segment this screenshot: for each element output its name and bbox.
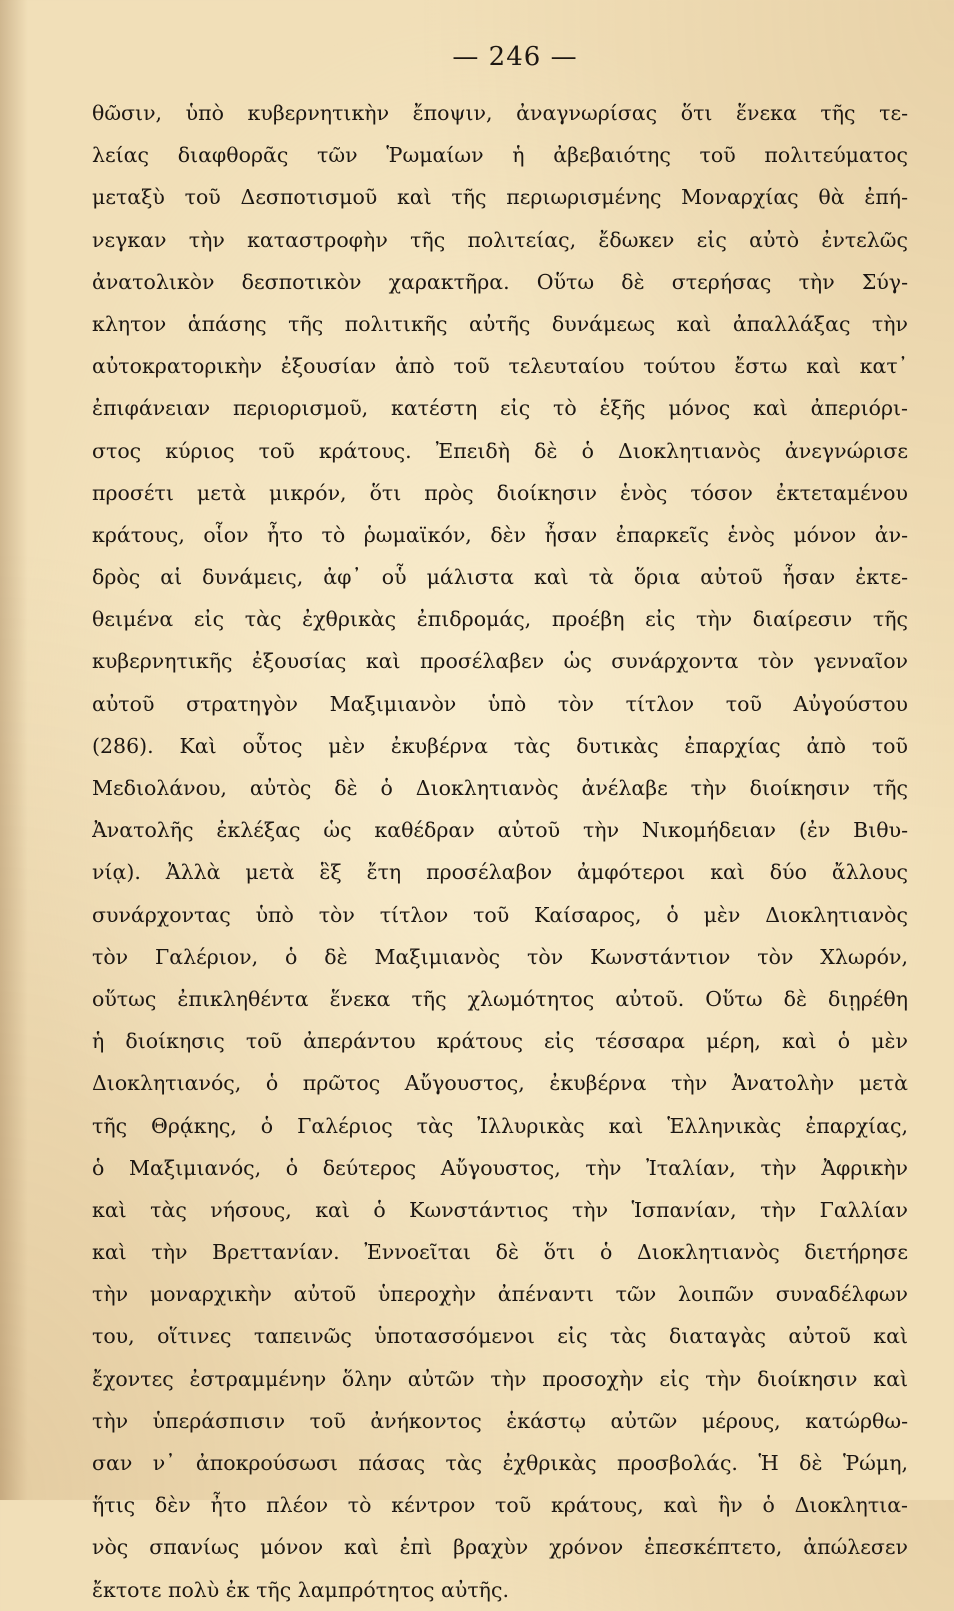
text-line: καὶ τὴν Βρεττανίαν. Ἐννοεῖται δὲ ὅτι ὁ Διοκλητιανὸς διετήρησε <box>92 1240 908 1265</box>
body-text <box>92 92 908 1611</box>
text-line: αὐτοῦ στρατηγὸν Μαξιμιανὸν ὑπὸ τὸν τίτλον τοῦ Αὐγούστου <box>92 691 908 716</box>
text-line: νίᾳ). Ἀλλὰ μετὰ ἓξ ἔτη προσέλαβον ἀμφότεροι καὶ δύο ἄλλους <box>92 860 908 885</box>
text-line: αὐτοκρατορικὴν ἐξουσίαν ἀπὸ τοῦ τελευταίου τούτου ἔστω καὶ κατ᾿ <box>92 354 908 379</box>
text-line: στος κύριος τοῦ κράτους. Ἐπειδὴ δὲ ὁ Διοκλητιανὸς ἀνεγνώρισε <box>92 438 908 463</box>
text-line: του, οἵτινες ταπεινῶς ὑποτασσόμενοι εἰς τὰς διαταγὰς αὐτοῦ καὶ <box>92 1324 908 1349</box>
page-edge-shadow <box>0 0 28 1500</box>
text-line: δρὸς αἱ δυνάμεις, ἀφ᾿ οὗ μάλιστα καὶ τὰ ὅρια αὐτοῦ ἦσαν ἐκτε- <box>92 565 908 590</box>
page-number: — 246 — <box>452 42 578 72</box>
text-line: νεγκαν τὴν καταστροφὴν τῆς πολιτείας, ἔδωκεν εἰς αὐτὸ ἐντελῶς <box>92 227 908 252</box>
text-line: θειμένα εἰς τὰς ἐχθρικὰς ἐπιδρομάς, προέβη εἰς τὴν διαίρεσιν τῆς <box>92 607 908 632</box>
text-line: Μεδιολάνου, αὐτὸς δὲ ὁ Διοκλητιανὸς ἀνέλαβε τὴν διοίκησιν τῆς <box>92 776 908 800</box>
text-line: σαν ν᾿ ἀποκρούσωσι πάσας τὰς ἐχθρικὰς προσβολάς. Ἡ δὲ Ῥώμη, <box>92 1451 908 1475</box>
text-line: τὴν μοναρχικὴν αὐτοῦ ὑπεροχὴν ἀπέναντι τῶν λοιπῶν συναδέλφων <box>92 1282 908 1307</box>
text-line: ἔχοντες ἐστραμμένην ὅλην αὐτῶν τὴν προσοχὴν εἰς τὴν διοίκησιν καὶ <box>92 1366 908 1391</box>
text-line: μεταξὺ τοῦ Δεσποτισμοῦ καὶ τῆς περιωρισμένης Μοναρχίας θὰ ἐπή- <box>92 185 908 210</box>
text-line: ἡ διοίκησις τοῦ ἀπεράντου κράτους εἰς τέσσαρα μέρη, καὶ ὁ μὲν <box>92 1029 908 1054</box>
text-line: (286). Καὶ οὗτος μὲν ἐκυβέρνα τὰς δυτικὰς ἐπαρχίας ἀπὸ τοῦ <box>92 733 908 758</box>
text-line: λείας διαφθορᾶς τῶν Ῥωμαίων ἡ ἀβεβαιότης τοῦ πολιτεύματος <box>92 143 908 168</box>
text-line: Ἀνατολῆς ἐκλέξας ὡς καθέδραν αὐτοῦ τὴν Νικομήδειαν (ἐν Βιθυ- <box>92 818 908 843</box>
text-line: ἥτις δὲν ἦτο πλέον τὸ κέντρον τοῦ κράτους, καὶ ἣν ὁ Διοκλητια- <box>92 1493 908 1518</box>
text-line: ἐπιφάνειαν περιορισμοῦ, κατέστη εἰς τὸ ἑξῆς μόνος καὶ ἀπεριόρι- <box>92 396 908 421</box>
text-line: τῆς Θρᾴκης, ὁ Γαλέριος τὰς Ἰλλυρικὰς καὶ Ἑλληνικὰς ἐπαρχίας, <box>92 1113 908 1138</box>
text-line: κράτους, οἷον ἦτο τὸ ῥωμαϊκόν, δὲν ἦσαν ἐπαρκεῖς ἑνὸς μόνον ἀν- <box>92 522 908 547</box>
text-line: ἀνατολικὸν δεσποτικὸν χαρακτῆρα. Οὕτω δὲ στερήσας τὴν Σύγ- <box>92 269 908 294</box>
text-line: ἔκτοτε πολὺ ἐκ τῆς λαμπρότητος αὐτῆς. <box>92 1577 509 1602</box>
text-line: Διοκλητιανός, ὁ πρῶτος Αὔγουστος, ἐκυβέρνα τὴν Ἀνατολὴν μετὰ <box>92 1071 908 1096</box>
text-line: ὁ Μαξιμιανός, ὁ δεύτερος Αὔγουστος, τὴν Ἰταλίαν, τὴν Ἀφρικὴν <box>92 1155 908 1180</box>
text-line: καὶ τὰς νήσους, καὶ ὁ Κωνστάντιος τὴν Ἱσπανίαν, τὴν Γαλλίαν <box>92 1197 908 1222</box>
text-line: τὴν ὑπεράσπισιν τοῦ ἀνήκοντος ἑκάστῳ αὐτῶν μέρους, κατώρθω- <box>92 1408 908 1433</box>
text-line: προσέτι μετὰ μικρόν, ὅτι πρὸς διοίκησιν ἑνὸς τόσον ἐκτεταμένου <box>92 480 908 505</box>
text-line: συνάρχοντας ὑπὸ τὸν τίτλον τοῦ Καίσαρος, ὁ μὲν Διοκλητιανὸς <box>92 902 908 927</box>
text-line: κλητον ἁπάσης τῆς πολιτικῆς αὐτῆς δυνάμεως καὶ ἀπαλλάξας τὴν <box>92 311 908 336</box>
text-line: θῶσιν, ὑπὸ κυβερνητικὴν ἔποψιν, ἀναγνωρίσας ὅτι ἕνεκα τῆς τε- <box>92 101 908 125</box>
text-line: νὸς σπανίως μόνον καὶ ἐπὶ βραχὺν χρόνον ἐπεσκέπτετο, ἀπώλεσεν <box>92 1535 908 1560</box>
text-line: τὸν Γαλέριον, ὁ δὲ Μαξιμιανὸς τὸν Κωνστάντιον τὸν Χλωρόν, <box>92 944 908 969</box>
text-line: οὕτως ἐπικληθέντα ἕνεκα τῆς χλωμότητος αὐτοῦ. Οὕτω δὲ διῃρέθη <box>92 986 908 1011</box>
text-line: κυβερνητικῆς ἐξουσίας καὶ προσέλαβεν ὡς συνάρχοντα τὸν γενναῖον <box>92 649 908 674</box>
